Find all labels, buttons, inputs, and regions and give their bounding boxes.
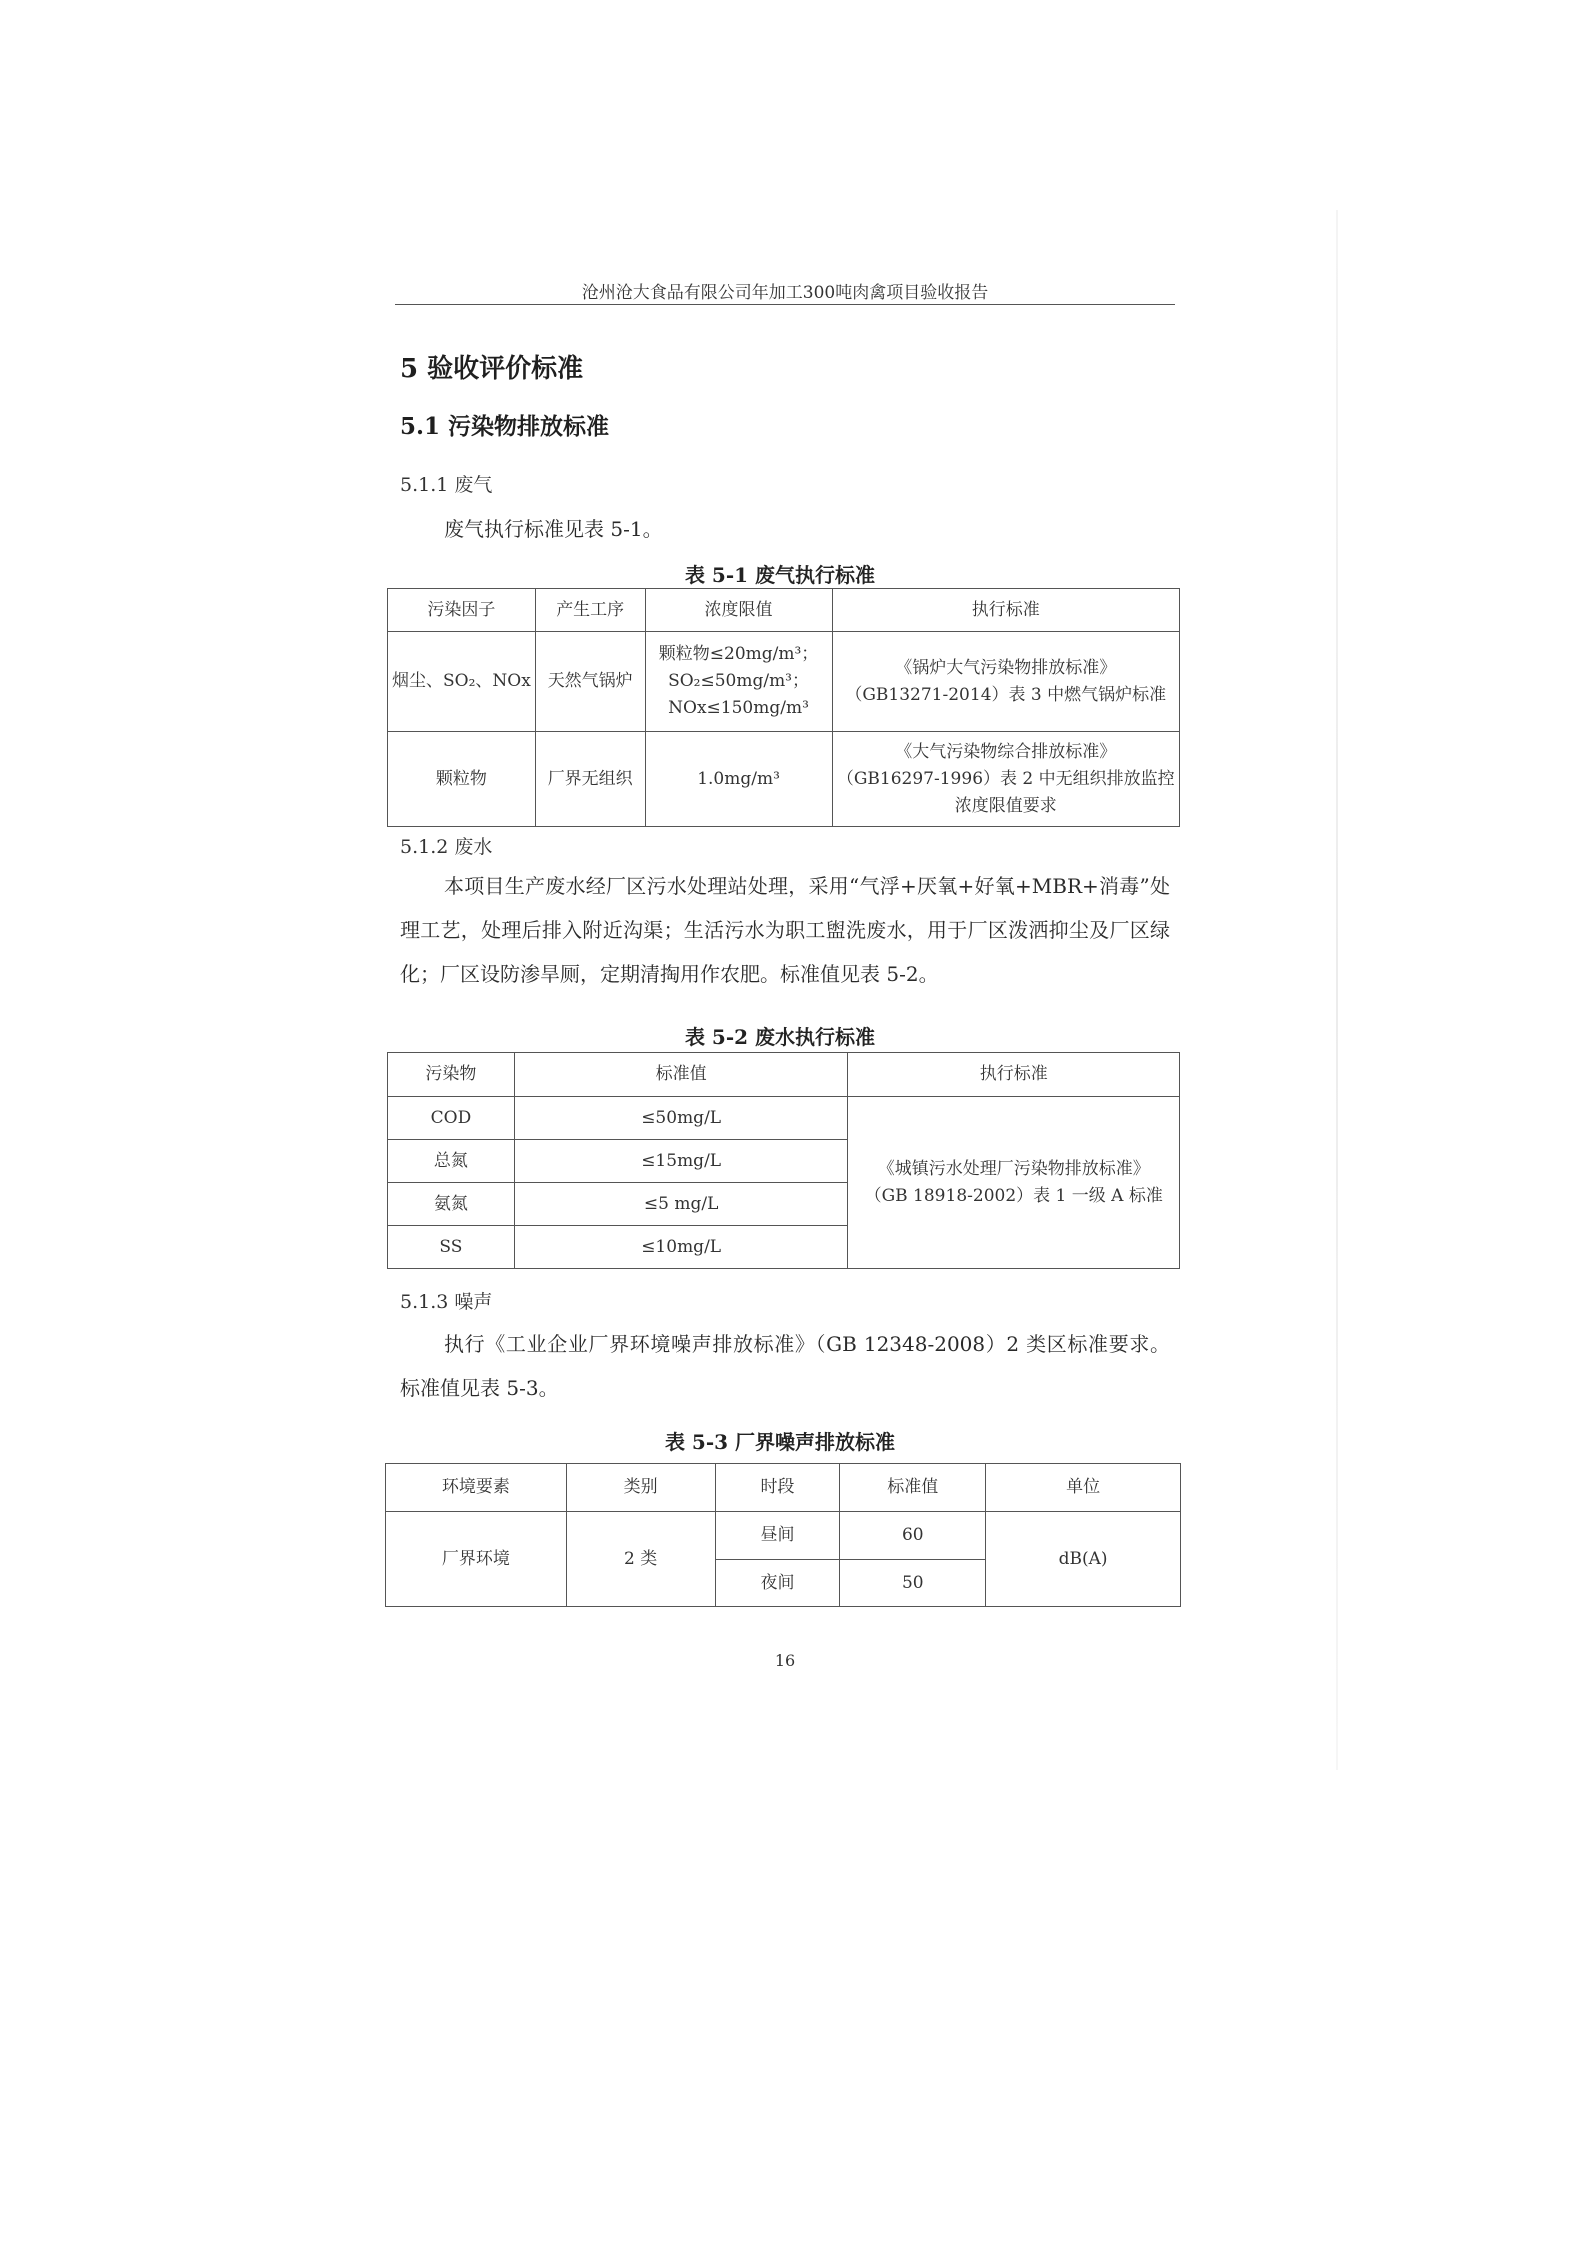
value-cell: ≤5 mg/L [514,1183,848,1226]
value-cell: 60 [840,1512,986,1560]
standard-cell [848,1097,1180,1269]
table-5-1-caption: 表 5-1 废气执行标准 [684,563,876,587]
limit-cell [645,732,832,827]
pollutant-factor-cell: 烟尘、SO₂、NOx [388,632,536,732]
value-cell: 50 [840,1560,986,1607]
pollutant-factor-cell: 颗粒物 [388,732,536,827]
water-paragraph: 本项目生产废水经厂区污水处理站处理，采用“气浮+厌氧+好氧+MBR+消毒”处理工艺，处理后排入附近沟渠；生活污水为职工盥洗废水，用于厂区泼洒抑尘及厂区绿化；厂区设防渗旱厕，定期清掏用作农肥。标准值见表 5-2。 [400,874,1170,986]
header-cell: 标准值 [514,1053,848,1097]
header-cell: 污染物 [388,1053,515,1097]
table-header-row [388,589,1180,632]
pollutant-cell: SS [388,1226,515,1269]
header-rule [395,304,1175,305]
period-cell: 昼间 [715,1512,840,1560]
header-cell: 浓度限值 [645,589,832,632]
table-5-3 [385,1463,1181,1607]
standard-line: （GB13271-2014）表 3 中燃气锅炉标准 [845,684,1167,705]
header-cell: 产生工序 [535,589,645,632]
standard-cell [832,632,1180,732]
value-cell: ≤15mg/L [514,1140,848,1183]
standard-line: （GB 18918-2002）表 1 一级 A 标准 [864,1185,1163,1206]
table-row [388,632,1180,732]
unit-cell: dB(A) [986,1512,1181,1607]
page-number: 16 [774,1651,796,1670]
header-cell: 单位 [986,1464,1181,1512]
table-row [388,732,1180,827]
pollutant-cell: 总氮 [388,1140,515,1183]
table-row [388,1097,1180,1140]
header-cell: 环境要素 [386,1464,567,1512]
limit-cell [645,632,832,732]
section-title: 5 验收评价标准 [400,354,584,384]
table-5-1 [387,588,1180,827]
pollutant-cell: 氨氮 [388,1183,515,1226]
standard-cell [832,732,1180,827]
process-cell: 天然气锅炉 [535,632,645,732]
limit-line: 1.0mg/m³ [697,768,780,789]
period-cell: 夜间 [715,1560,840,1607]
value-cell: ≤50mg/L [514,1097,848,1140]
header-cell: 执行标准 [832,589,1180,632]
table-5-3-caption: 表 5-3 厂界噪声排放标准 [664,1430,896,1454]
element-cell: 厂界环境 [386,1512,567,1607]
limit-line: NOx≤150mg/m³ [668,698,809,718]
limit-line: 颗粒物≤20mg/m³； [658,644,819,664]
water-heading: 5.1.2 废水 [400,836,493,858]
running-header: 沧州沧大食品有限公司年加工300吨肉禽项目验收报告 [581,283,989,303]
noise-paragraph: 执行《工业企业厂界环境噪声排放标准》（GB 12348-2008）2 类区标准要求。标准值见表 5-3。 [400,1332,1170,1400]
table-row [386,1512,1181,1560]
standard-line: 《城镇污水处理厂污染物排放标准》 [877,1158,1150,1179]
table-5-2-caption: 表 5-2 废水执行标准 [684,1025,876,1049]
pollutant-cell: COD [388,1097,515,1140]
standard-line: （GB16297-1996）表 2 中无组织排放监控 [836,768,1175,789]
value-cell: ≤10mg/L [514,1226,848,1269]
table-header-row [388,1053,1180,1097]
scan-edge-shadow [1336,210,1338,1770]
header-cell: 时段 [715,1464,840,1512]
gas-heading: 5.1.1 废气 [400,474,493,496]
process-cell: 厂界无组织 [535,732,645,827]
noise-heading: 5.1.3 噪声 [400,1291,493,1313]
standard-line: 《大气污染物综合排放标准》 [895,741,1117,762]
header-cell: 污染因子 [388,589,536,632]
subsection-title: 5.1 污染物排放标准 [400,413,610,440]
limit-line: SO₂≤50mg/m³； [668,671,810,691]
header-cell: 标准值 [840,1464,986,1512]
category-cell: 2 类 [566,1512,715,1607]
standard-line: 浓度限值要求 [954,795,1057,816]
standard-line: 《锅炉大气污染物排放标准》 [895,657,1117,678]
table-header-row [386,1464,1181,1512]
table-5-2 [387,1052,1180,1269]
header-cell: 类别 [566,1464,715,1512]
header-cell: 执行标准 [848,1053,1180,1097]
gas-intro: 废气执行标准见表 5-1。 [444,517,663,541]
